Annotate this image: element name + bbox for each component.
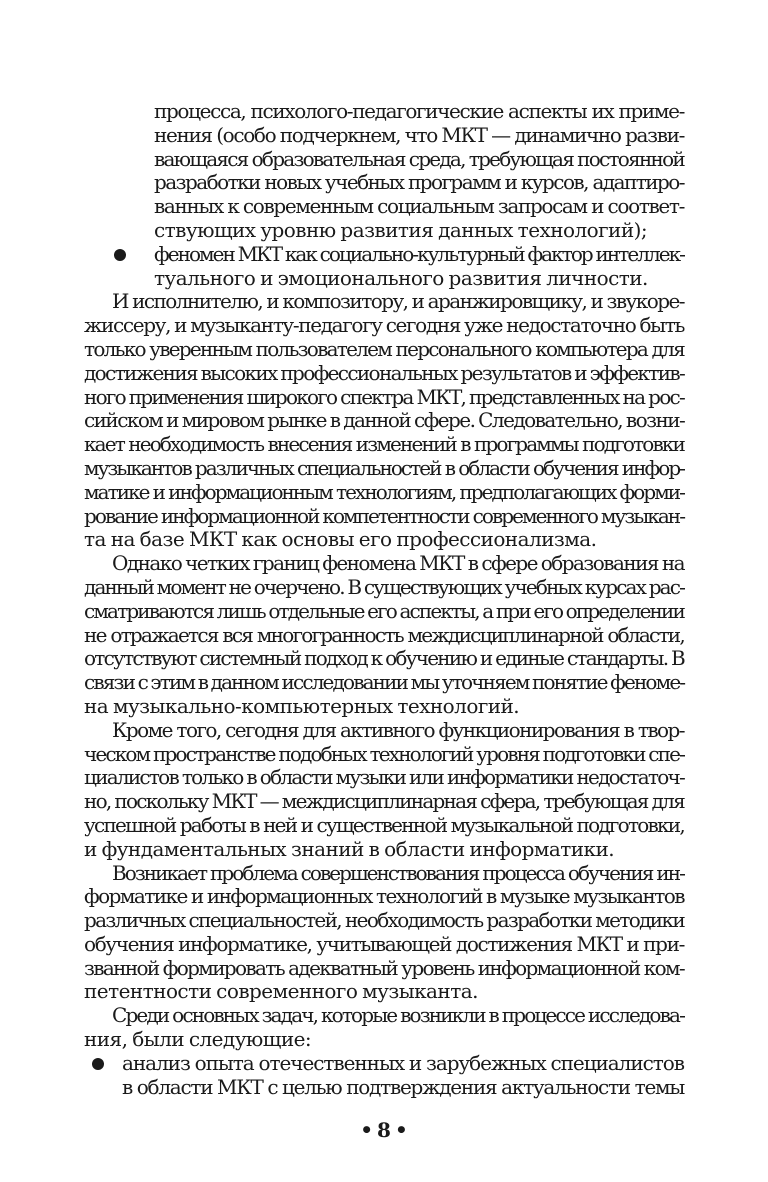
text-line: матике и информационным технологиям, предполагающих форми- (84, 479, 684, 504)
text-line: ческом пространстве подобных технологий уровня подготовки спе- (84, 741, 684, 766)
text-line: званной формировать адекватный уровень информационной ком- (84, 955, 684, 980)
text-line: связи с этим в данном исследовании мы уточняем понятие феноме- (84, 670, 685, 695)
text-line: достижения высоких профессиональных результатов и эффектив- (84, 360, 685, 385)
text-line: в области МКТ с целью подтверждения актуальности темы (122, 1074, 684, 1099)
text-line: ствующих уровню развития данных технологий); (154, 217, 648, 242)
page-footer (0, 1118, 768, 1142)
text-line: сийском и мировом рынке в данной сфере. Следовательно, возни- (84, 408, 685, 433)
text-line: и фундаментальных знаний в области информатики. (84, 836, 615, 861)
text-line: нения (особо подчеркнем, что МКТ — динамично разви- (154, 122, 684, 147)
text-line: процесса, психолого-педагогические аспекты их приме- (154, 99, 684, 123)
text-line: кает необходимость внесения изменений в программы подготовки (84, 432, 684, 457)
text-line: отсутствуют системный подход к обучению и единые стандарты. В (84, 646, 684, 671)
text-line: различных специальностей, необходимость разработки методики (84, 908, 684, 933)
text-line: циалистов только в области музыки или информатики недостаточ- (84, 765, 684, 790)
text-line: сматриваются лишь отдельные его аспекты, а при его определении (84, 598, 684, 623)
paragraph (84, 862, 684, 1005)
paragraph (84, 1004, 684, 1052)
text-line: ного применения широкого спектра МКТ, представленных на рос- (84, 384, 684, 409)
text-line: жиссеру, и музыканту-педагогу сегодня уже недостаточно быть (84, 313, 684, 338)
text-line: только уверенным пользователем персонального компьютера для (84, 336, 684, 361)
footer-bullet-left: • (360, 1118, 374, 1142)
footer-bullet-right: • (394, 1118, 408, 1142)
text-line: петентности современного музыканта. (84, 979, 478, 1004)
paragraph (84, 290, 684, 552)
text-line: анализ опыта отечественных и зарубежных специалистов (122, 1050, 684, 1075)
paragraph (84, 719, 684, 862)
bullet-item-continued (84, 100, 684, 243)
bullet-icon (92, 1058, 104, 1070)
text-line: Однако четких границ феномена МКТ в сфере образования на (112, 551, 684, 576)
bullet-item (84, 1052, 684, 1100)
text-line: обучения информатике, учитывающей достижения МКТ и при- (84, 931, 684, 956)
bullet-icon (114, 249, 126, 261)
text-line: ванных к современным социальным запросам и соответ- (154, 194, 684, 219)
text-line: данный момент не очерчено. В существующих учебных курсах рас- (84, 574, 684, 599)
text-line: не отражается вся многогранность междисциплинарной области, (84, 622, 684, 647)
text-line: Возникает проблема совершенствования процесса обучения ин- (112, 860, 684, 885)
text-line: туального и эмоционального развития личности. (154, 265, 648, 290)
text-line: но, поскольку МКТ — междисциплинарная сфера, требующая для (84, 789, 684, 814)
text-line: Кроме того, сегодня для активного функционирования в твор- (112, 717, 684, 742)
text-line: успешной работы в ней и существенной музыкальной подготовки, (84, 812, 684, 837)
text-line: форматике и информационных технологий в музыке музыкантов (84, 884, 684, 909)
text-line: на музыкально-компьютерных технологий. (84, 693, 520, 718)
text-line: та на базе МКТ как основы его профессионализма. (84, 527, 597, 552)
text-line: музыкантов различных специальностей в области обучения инфор- (84, 455, 684, 480)
text-line: вающаяся образовательная среда, требующая постоянной (154, 146, 684, 171)
text-line: разработки новых учебных программ и курсов, адаптиро- (154, 170, 684, 195)
text-line: И исполнителю, и композитору, и аранжировщику, и звукоре- (112, 289, 684, 314)
text-line: рование информационной компетентности современного музыкан- (84, 503, 684, 528)
text-line: феномен МКТ как социально-культурный фактор интеллек- (154, 241, 684, 266)
page-number: 8 (377, 1118, 391, 1142)
text-line: ния, были следующие: (84, 1027, 312, 1052)
paragraph (84, 552, 684, 719)
text-line: Среди основных задач, которые возникли в процессе исследова- (112, 1003, 684, 1028)
bullet-item (84, 243, 684, 291)
